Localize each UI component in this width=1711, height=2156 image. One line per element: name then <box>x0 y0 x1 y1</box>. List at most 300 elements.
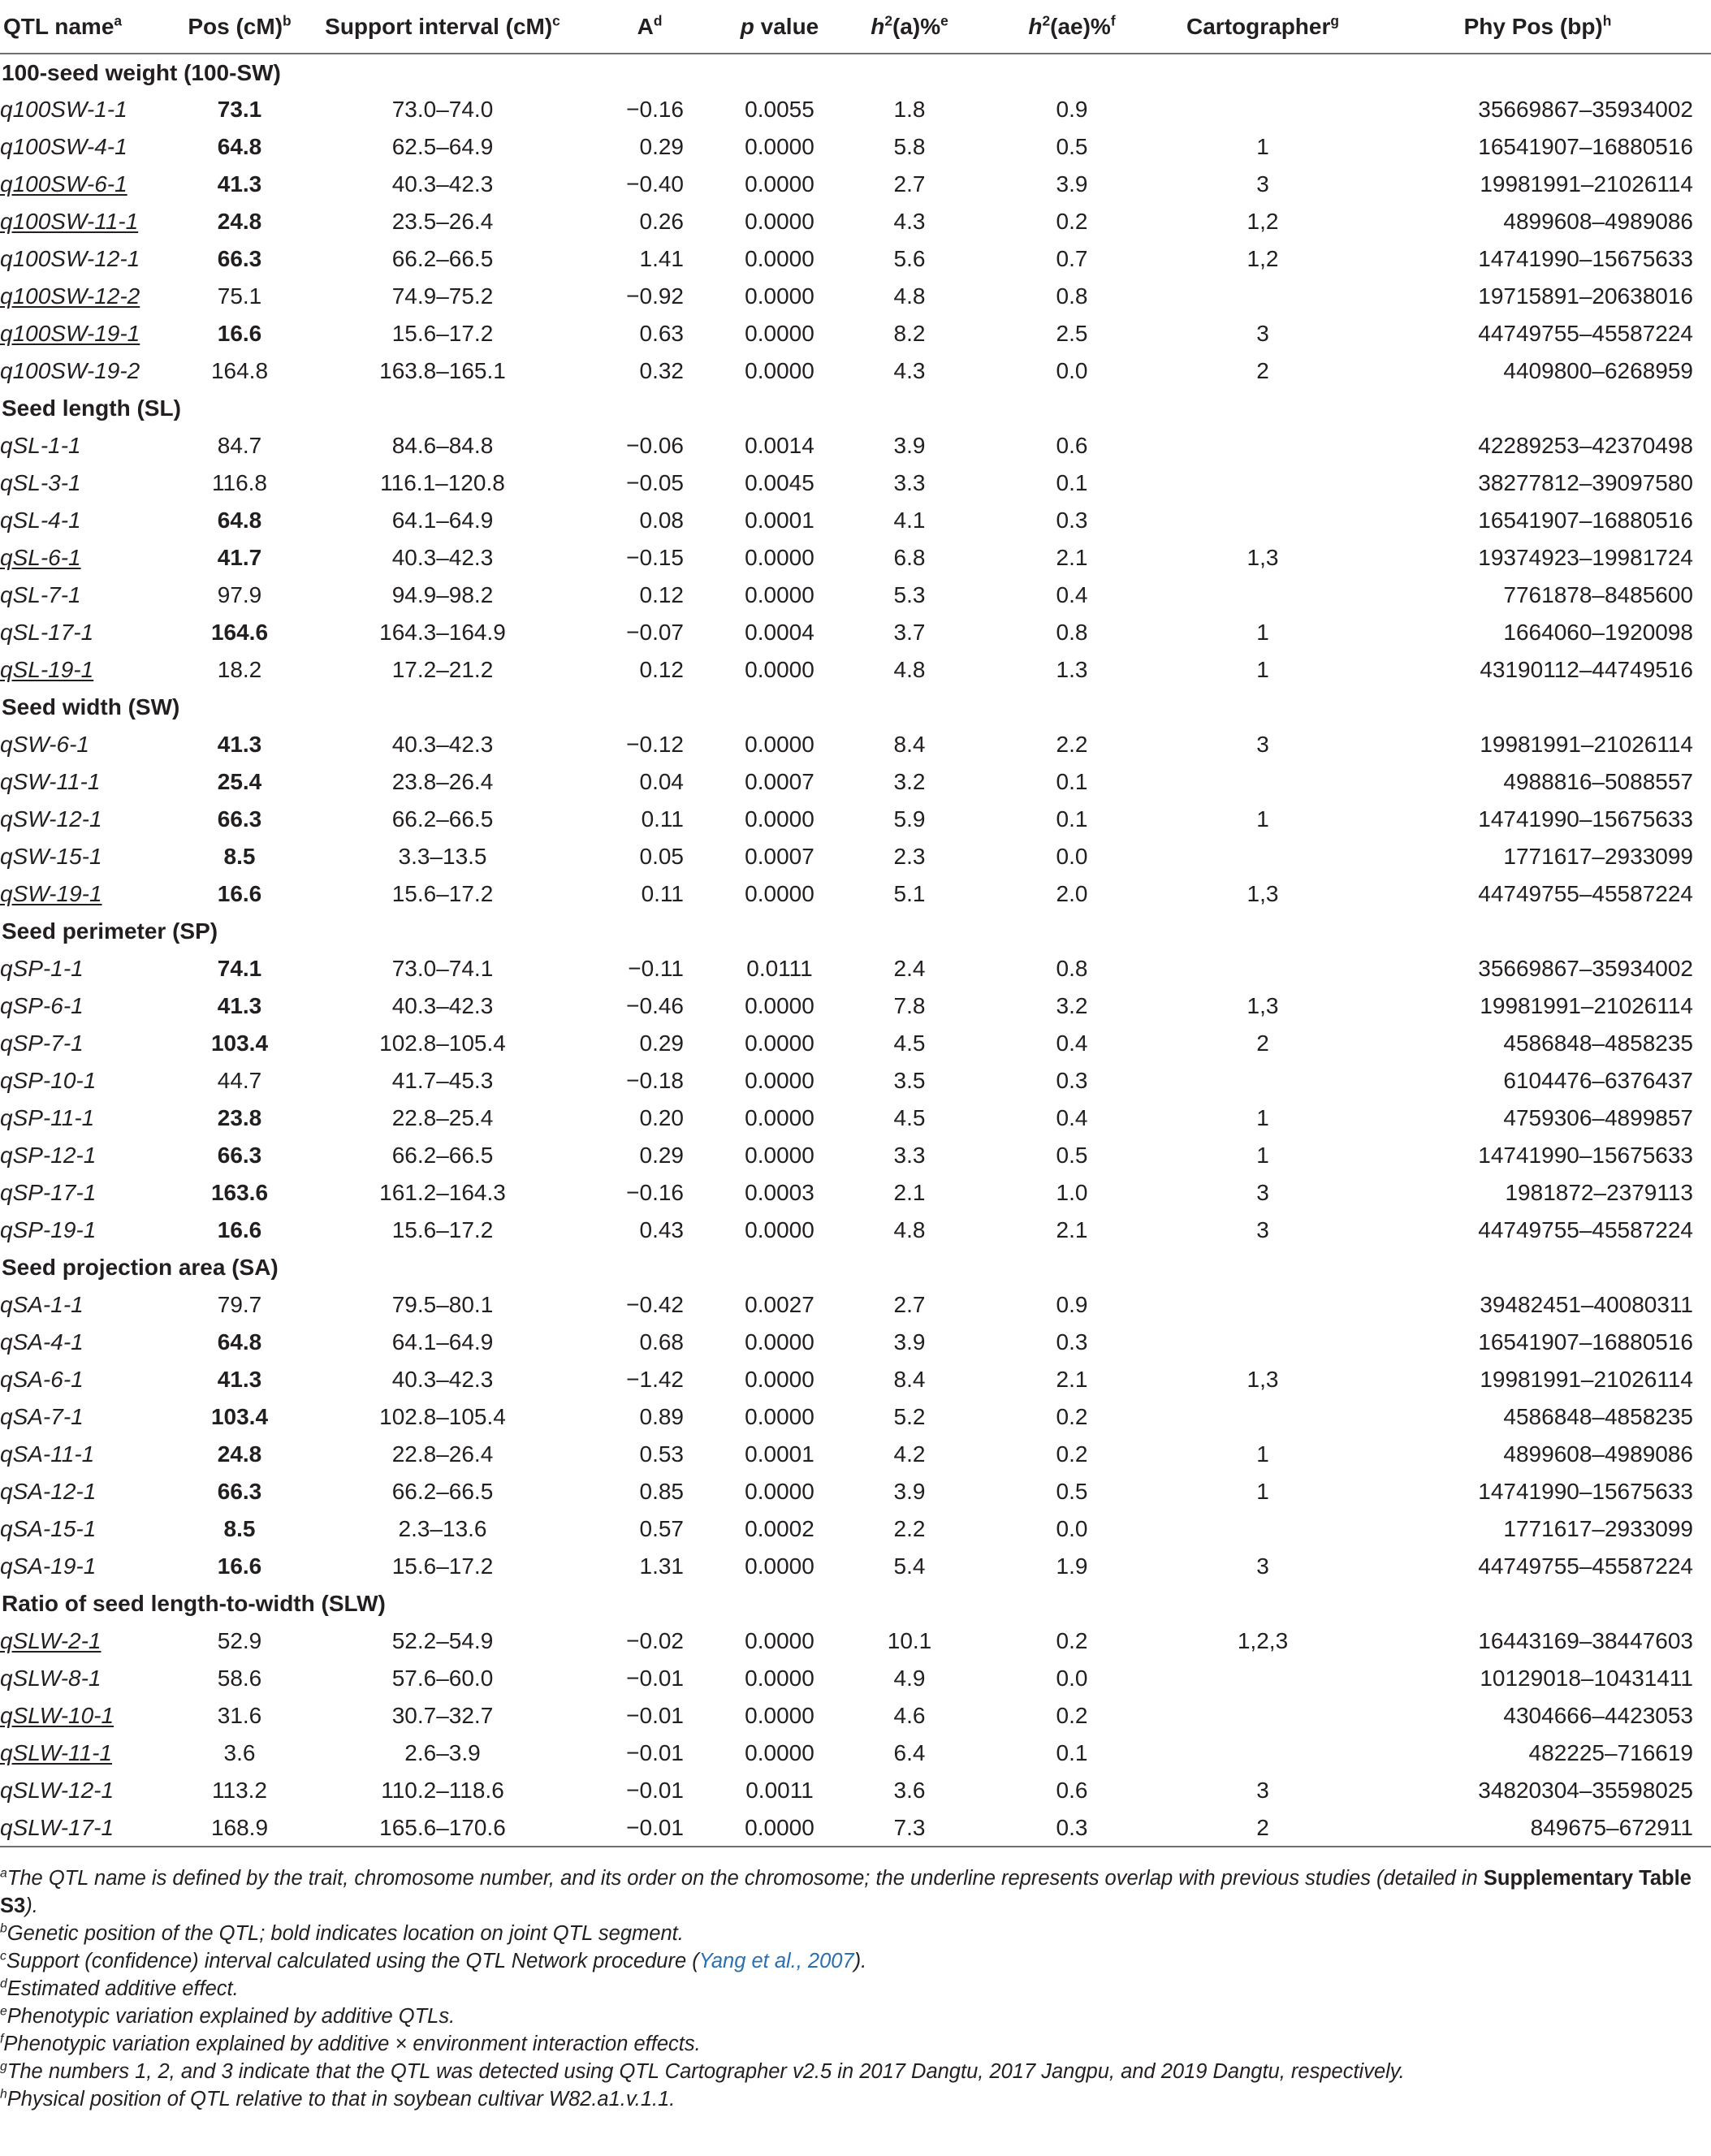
cartographer-cell <box>1161 1735 1364 1772</box>
pos-cell: 41.3 <box>217 732 262 757</box>
p-value-cell: 0.0003 <box>745 1180 814 1205</box>
phy-pos-cell: 39482451–40080311 <box>1480 1292 1693 1317</box>
h2a-cell: 5.1 <box>893 881 926 906</box>
additive-effect-cell: −0.01 <box>577 1809 723 1847</box>
h2ae-cell: 0.2 <box>1056 1441 1088 1467</box>
h2a-cell: 3.9 <box>893 433 926 458</box>
cartographer-cell: 1,3 <box>1247 993 1279 1018</box>
table-row <box>0 1622 1711 1660</box>
additive-effect-cell: −0.06 <box>626 433 684 458</box>
cartographer-cell <box>1161 577 1364 614</box>
h2ae-cell: 2.0 <box>1056 881 1088 906</box>
cartographer-cell: 3 <box>1256 1553 1269 1579</box>
p-value-cell: 0.0000 <box>745 1666 814 1691</box>
h2ae-cell: 2.2 <box>1056 732 1088 757</box>
support-interval-cell: 57.6–60.0 <box>391 1666 494 1691</box>
pos-cell: 75.1 <box>217 283 262 309</box>
qtl-name-cell <box>0 1212 171 1249</box>
phy-pos-cell: 19981991–21026114 <box>1480 993 1693 1018</box>
h2a-cell: 3.3 <box>893 470 926 495</box>
qtl-name-text: qSLW-10-1 <box>0 1703 114 1728</box>
h2ae-cell: 0.1 <box>1056 1740 1088 1765</box>
additive-effect-cell: −0.11 <box>628 956 684 981</box>
h2a-cell: 8.4 <box>893 1367 926 1392</box>
phy-pos-cell: 1771617–2933099 <box>1503 1516 1693 1541</box>
support-interval-cell: 3.3–13.5 <box>398 844 487 869</box>
phy-pos-cell: 4409800–6268959 <box>1503 358 1693 383</box>
table-row <box>0 838 1711 875</box>
support-interval-cell: 64.1–64.9 <box>391 1329 494 1355</box>
section-title: Seed width (SW) <box>2 694 180 719</box>
h2ae-cell: 1.0 <box>1056 1180 1088 1205</box>
additive-effect-cell: −0.46 <box>626 993 684 1018</box>
additive-effect-cell: 0.85 <box>639 1479 684 1504</box>
h2a-cell: 3.9 <box>893 1329 926 1355</box>
pos-cell: 23.8 <box>217 1105 262 1130</box>
h2a-cell: 2.1 <box>893 1180 926 1205</box>
section-header-row <box>0 390 1711 427</box>
pos-cell: 74.1 <box>217 956 262 981</box>
support-interval-cell: 84.6–84.8 <box>391 433 494 458</box>
qtl-name-text: qSW-12-1 <box>0 806 102 832</box>
support-interval-cell: 66.2–66.5 <box>391 246 494 271</box>
table-row <box>0 352 1711 390</box>
pos-cell: 16.6 <box>217 881 262 906</box>
pos-cell: 73.1 <box>217 97 262 122</box>
cartographer-cell <box>1161 1286 1364 1324</box>
support-interval-cell: 102.8–105.4 <box>379 1404 506 1429</box>
h2ae-cell: 3.9 <box>1056 171 1088 197</box>
h2a-cell: 4.1 <box>893 508 926 533</box>
h2ae-cell: 0.8 <box>1056 620 1088 645</box>
qtl-name-cell <box>0 1398 171 1436</box>
table-row <box>0 763 1711 801</box>
section-header-row <box>0 913 1711 950</box>
pos-cell: 24.8 <box>217 209 262 234</box>
support-interval-cell: 2.6–3.9 <box>404 1740 481 1765</box>
additive-effect-cell: 0.12 <box>639 657 684 682</box>
support-interval-cell: 40.3–42.3 <box>391 993 494 1018</box>
cartographer-cell: 3 <box>1256 1778 1269 1803</box>
section-title: Seed length (SL) <box>2 395 181 421</box>
h2a-cell: 5.8 <box>893 134 926 159</box>
h2ae-cell: 0.8 <box>1056 283 1088 309</box>
p-value-cell: 0.0000 <box>745 1217 814 1242</box>
cartographer-cell: 1,2,3 <box>1237 1628 1289 1653</box>
phy-pos-cell: 42289253–42370498 <box>1478 433 1693 458</box>
table-row <box>0 464 1711 502</box>
pos-cell: 79.7 <box>217 1292 262 1317</box>
pos-cell: 41.3 <box>217 1367 262 1392</box>
footnote-h: $^h$Physical position of QTL relative to that in soybean cultivar W82.a1.v.1.1. <box>0 2087 676 2111</box>
header-pos: Pos (cM)$^b$ <box>171 0 309 54</box>
qtl-name-cell <box>0 166 171 203</box>
table-body <box>0 54 1711 1847</box>
h2a-cell: 3.6 <box>893 1778 926 1803</box>
header-p-value: p value <box>723 0 836 54</box>
cartographer-cell: 2 <box>1256 358 1269 383</box>
additive-effect-cell: −0.01 <box>626 1703 684 1728</box>
additive-effect-cell: 0.29 <box>639 1143 684 1168</box>
qtl-name-text: qSP-19-1 <box>0 1217 97 1242</box>
support-interval-cell: 15.6–17.2 <box>391 1553 494 1579</box>
p-value-cell: 0.0000 <box>745 1404 814 1429</box>
qtl-name-cell <box>0 91 171 128</box>
pos-cell: 16.6 <box>217 1217 262 1242</box>
qtl-name-cell <box>0 427 171 464</box>
qtl-name-text: qSA-1-1 <box>0 1292 84 1317</box>
h2a-cell: 3.3 <box>893 1143 926 1168</box>
table-row <box>0 1735 1711 1772</box>
qtl-name-text: q100SW-12-2 <box>0 283 140 309</box>
h2a-cell: 6.8 <box>893 545 926 570</box>
pos-cell: 97.9 <box>217 582 262 607</box>
h2ae-cell: 1.3 <box>1056 657 1088 682</box>
qtl-name-cell <box>0 1772 171 1809</box>
qtl-name-cell <box>0 1062 171 1100</box>
h2ae-cell: 0.3 <box>1056 1329 1088 1355</box>
h2a-cell: 4.5 <box>893 1030 926 1056</box>
h2ae-cell: 0.7 <box>1056 246 1088 271</box>
phy-pos-cell: 44749755–45587224 <box>1478 1217 1693 1242</box>
h2ae-cell: 0.1 <box>1056 806 1088 832</box>
h2ae-cell: 0.6 <box>1056 433 1088 458</box>
additive-effect-cell: 0.12 <box>639 582 684 607</box>
h2a-cell: 8.4 <box>893 732 926 757</box>
table-row <box>0 651 1711 689</box>
phy-pos-cell: 35669867–35934002 <box>1478 97 1693 122</box>
table-row <box>0 1697 1711 1735</box>
qtl-name-text: q100SW-19-2 <box>0 358 140 383</box>
h2a-cell: 5.4 <box>893 1553 926 1579</box>
table-header <box>0 0 1711 54</box>
pos-cell: 41.7 <box>217 545 262 570</box>
p-value-cell: 0.0000 <box>745 209 814 234</box>
additive-effect-cell: 0.08 <box>639 508 684 533</box>
table-row <box>0 1548 1711 1585</box>
qtl-name-cell <box>0 1697 171 1735</box>
additive-effect-cell: −0.15 <box>626 545 684 570</box>
qtl-name-cell <box>0 502 171 539</box>
phy-pos-cell: 849675–672911 <box>1364 1809 1711 1847</box>
section-header-row <box>0 54 1711 91</box>
cartographer-cell: 1,3 <box>1247 1367 1279 1392</box>
p-value-cell: 0.0014 <box>745 433 814 458</box>
p-value-cell: 0.0002 <box>745 1516 814 1541</box>
pos-cell: 16.6 <box>217 321 262 346</box>
table-row <box>0 427 1711 464</box>
support-interval-cell: 164.3–164.9 <box>379 620 506 645</box>
p-value-cell: 0.0000 <box>745 1143 814 1168</box>
qtl-name-cell <box>0 651 171 689</box>
h2ae-cell: 0.6 <box>1056 1778 1088 1803</box>
qtl-name-cell <box>0 1473 171 1510</box>
footnotes <box>0 1864 1705 2113</box>
qtl-name-cell <box>0 539 171 577</box>
p-value-cell: 0.0000 <box>745 545 814 570</box>
h2a-cell: 5.3 <box>893 582 926 607</box>
table-row <box>0 166 1711 203</box>
p-value-cell: 0.0000 <box>745 1068 814 1093</box>
table-row <box>0 1062 1711 1100</box>
phy-pos-cell: 19715891–20638016 <box>1478 283 1693 309</box>
support-interval-cell: 163.8–165.1 <box>379 358 506 383</box>
h2ae-cell: 1.9 <box>1056 1553 1088 1579</box>
table-row <box>0 240 1711 278</box>
table-row <box>0 315 1711 352</box>
cartographer-cell: 3 <box>1256 732 1269 757</box>
h2ae-cell: 0.3 <box>1056 1068 1088 1093</box>
h2a-cell: 4.8 <box>893 283 926 309</box>
cartographer-cell <box>1161 1660 1364 1697</box>
table-row <box>0 1510 1711 1548</box>
cartographer-cell: 2 <box>1161 1809 1364 1847</box>
additive-effect-cell: −0.01 <box>626 1778 684 1803</box>
qtl-name-text: qSW-6-1 <box>0 732 89 757</box>
phy-pos-cell: 4586848–4858235 <box>1503 1404 1693 1429</box>
pos-cell: 16.6 <box>217 1553 262 1579</box>
pos-cell: 66.3 <box>217 1143 262 1168</box>
qtl-name-text: q100SW-4-1 <box>0 134 127 159</box>
cartographer-cell: 1 <box>1256 657 1269 682</box>
additive-effect-cell: 0.57 <box>639 1516 684 1541</box>
h2ae-cell: 0.2 <box>1056 209 1088 234</box>
additive-effect-cell: 0.11 <box>641 806 684 832</box>
pos-cell: 3.6 <box>223 1740 256 1765</box>
header-additive-effect: $A^d$ <box>577 0 723 54</box>
cartographer-cell <box>1161 1324 1364 1361</box>
h2ae-cell: 2.1 <box>1056 1367 1088 1392</box>
qtl-name-text: qSP-10-1 <box>0 1068 97 1093</box>
cartographer-cell <box>1161 278 1364 315</box>
cartographer-cell: 1 <box>1256 134 1269 159</box>
pos-cell: 52.9 <box>217 1628 262 1653</box>
h2a-cell: 3.5 <box>893 1068 926 1093</box>
p-value-cell: 0.0007 <box>745 844 814 869</box>
qtl-name-cell <box>0 1025 171 1062</box>
table-row <box>0 1212 1711 1249</box>
cartographer-cell <box>1161 1398 1364 1436</box>
support-interval-cell: 94.9–98.2 <box>391 582 494 607</box>
h2a-cell: 4.8 <box>893 657 926 682</box>
table-row <box>0 1286 1711 1324</box>
header-h2ae: $h^2(ae)\%^f$ <box>983 0 1161 54</box>
pos-cell: 66.3 <box>217 246 262 271</box>
phy-pos-cell: 1981872–2379113 <box>1505 1180 1693 1205</box>
qtl-name-text: qSP-7-1 <box>0 1030 84 1056</box>
qtl-name-cell <box>0 315 171 352</box>
support-interval-cell: 79.5–80.1 <box>391 1292 494 1317</box>
additive-effect-cell: 0.32 <box>639 358 684 383</box>
table-row <box>0 1100 1711 1137</box>
qtl-name-cell <box>0 1324 171 1361</box>
phy-pos-cell: 16443169–38447603 <box>1478 1628 1693 1653</box>
support-interval-cell: 66.2–66.5 <box>391 1143 494 1168</box>
qtl-name-text: qSL-6-1 <box>0 545 81 570</box>
p-value-cell: 0.0055 <box>745 97 814 122</box>
qtl-name-cell <box>0 614 171 651</box>
cartographer-cell <box>1161 502 1364 539</box>
qtl-name-text: qSW-15-1 <box>0 844 102 869</box>
support-interval-cell: 40.3–42.3 <box>391 1367 494 1392</box>
additive-effect-cell: −0.01 <box>626 1740 684 1765</box>
h2a-cell: 6.4 <box>893 1740 926 1765</box>
citation-link[interactable]: Yang et al., 2007 <box>698 1950 854 1972</box>
p-value-cell: 0.0000 <box>745 1329 814 1355</box>
support-interval-cell: 165.6–170.6 <box>309 1809 577 1847</box>
phy-pos-cell: 14741990–15675633 <box>1478 1143 1693 1168</box>
phy-pos-cell: 14741990–15675633 <box>1478 806 1693 832</box>
additive-effect-cell: 0.89 <box>639 1404 684 1429</box>
phy-pos-cell: 19981991–21026114 <box>1480 1367 1693 1392</box>
h2ae-cell: 0.1 <box>1056 769 1088 794</box>
support-interval-cell: 15.6–17.2 <box>391 1217 494 1242</box>
pos-cell: 103.4 <box>210 1030 269 1056</box>
pos-cell: 8.5 <box>223 1516 256 1541</box>
phy-pos-cell: 4586848–4858235 <box>1503 1030 1693 1056</box>
table-row <box>0 278 1711 315</box>
qtl-name-cell <box>0 1174 171 1212</box>
support-interval-cell: 73.0–74.0 <box>391 97 494 122</box>
qtl-name-text: qSA-15-1 <box>0 1516 97 1541</box>
phy-pos-cell: 16541907–16880516 <box>1478 1329 1693 1355</box>
qtl-name-cell <box>0 1660 171 1697</box>
table-row <box>0 1361 1711 1398</box>
phy-pos-cell: 38277812–39097580 <box>1478 470 1693 495</box>
qtl-name-text: qSL-17-1 <box>0 620 94 645</box>
p-value-cell: 0.0000 <box>723 1809 836 1847</box>
phy-pos-cell: 482225–716619 <box>1528 1740 1693 1765</box>
additive-effect-cell: 0.26 <box>639 209 684 234</box>
qtl-name-cell <box>0 875 171 913</box>
p-value-cell: 0.0000 <box>745 993 814 1018</box>
pos-cell: 41.3 <box>217 993 262 1018</box>
additive-effect-cell: −0.16 <box>626 97 684 122</box>
phy-pos-cell: 44749755–45587224 <box>1478 881 1693 906</box>
h2a-cell: 10.1 <box>887 1628 932 1653</box>
p-value-cell: 0.0000 <box>745 806 814 832</box>
phy-pos-cell: 35669867–35934002 <box>1478 956 1693 981</box>
h2ae-cell: 0.3 <box>983 1809 1161 1847</box>
qtl-name-text: qSA-7-1 <box>0 1404 84 1429</box>
p-value-cell: 0.0000 <box>745 1553 814 1579</box>
table-row <box>0 577 1711 614</box>
h2ae-cell: 0.5 <box>1056 134 1088 159</box>
cartographer-cell <box>1161 950 1364 987</box>
pos-cell: 164.8 <box>210 358 269 383</box>
cartographer-cell: 1 <box>1256 806 1269 832</box>
h2a-cell: 5.6 <box>893 246 926 271</box>
p-value-cell: 0.0001 <box>745 508 814 533</box>
header-h2a: $h^2(a)\%^e$ <box>836 0 983 54</box>
phy-pos-cell: 16541907–16880516 <box>1478 134 1693 159</box>
qtl-name-text: qSA-11-1 <box>0 1441 95 1467</box>
phy-pos-cell: 14741990–15675633 <box>1478 1479 1693 1504</box>
header-phy-pos: Phy Pos (bp)$^h$ <box>1364 0 1711 54</box>
h2ae-cell: 0.9 <box>1056 97 1088 122</box>
phy-pos-cell: 14741990–15675633 <box>1478 246 1693 271</box>
qtl-name-text: qSLW-2-1 <box>0 1628 102 1653</box>
support-interval-cell: 15.6–17.2 <box>391 881 494 906</box>
cartographer-cell: 3 <box>1256 321 1269 346</box>
p-value-cell: 0.0045 <box>745 470 814 495</box>
qtl-name-text: qSA-12-1 <box>0 1479 97 1504</box>
h2ae-cell: 2.1 <box>1056 1217 1088 1242</box>
h2ae-cell: 0.0 <box>1056 1516 1088 1541</box>
additive-effect-cell: −0.16 <box>626 1180 684 1205</box>
qtl-name-cell <box>0 1809 171 1847</box>
qtl-name-cell <box>0 240 171 278</box>
p-value-cell: 0.0007 <box>745 769 814 794</box>
cartographer-cell <box>1161 1510 1364 1548</box>
footnote-g: $^g$The numbers 1, 2, and 3 indicate that the QTL was detected using QTL Cartographer v2.5 in 2017 Dangtu, 2017 Jangpu, and 2019 Dangtu, respectively. <box>0 2059 1405 2083</box>
h2a-cell: 4.3 <box>893 358 926 383</box>
h2ae-cell: 0.5 <box>1056 1479 1088 1504</box>
qtl-name-text: qSLW-12-1 <box>0 1778 114 1803</box>
h2ae-cell: 0.9 <box>1056 1292 1088 1317</box>
qtl-name-cell <box>0 950 171 987</box>
additive-effect-cell: 0.11 <box>641 881 684 906</box>
support-interval-cell: 74.9–75.2 <box>391 283 494 309</box>
p-value-cell: 0.0000 <box>745 732 814 757</box>
table-row <box>0 1772 1711 1809</box>
cartographer-cell: 1,2 <box>1247 209 1279 234</box>
support-interval-cell: 2.3–13.6 <box>398 1516 487 1541</box>
section-title: Seed perimeter (SP) <box>2 918 218 944</box>
h2a-cell: 2.2 <box>893 1516 926 1541</box>
table-row <box>0 1174 1711 1212</box>
p-value-cell: 0.0000 <box>745 582 814 607</box>
pos-cell: 44.7 <box>217 1068 262 1093</box>
cartographer-cell: 3 <box>1256 171 1269 197</box>
qtl-name-cell <box>0 726 171 763</box>
additive-effect-cell: −0.42 <box>626 1292 684 1317</box>
pos-cell: 66.3 <box>217 806 262 832</box>
table-row <box>0 614 1711 651</box>
h2ae-cell: 0.1 <box>1056 470 1088 495</box>
p-value-cell: 0.0000 <box>745 283 814 309</box>
h2a-cell: 3.2 <box>893 769 926 794</box>
section-title: Ratio of seed length-to-width (SLW) <box>2 1591 386 1616</box>
footnote-e: $^e$Phenotypic variation explained by additive QTLs. <box>0 2004 456 2028</box>
section-header-row <box>0 689 1711 726</box>
h2a-cell: 4.5 <box>893 1105 926 1130</box>
additive-effect-cell: 0.63 <box>639 321 684 346</box>
qtl-name-cell <box>0 763 171 801</box>
phy-pos-cell: 7761878–8485600 <box>1503 582 1693 607</box>
cartographer-cell <box>1161 91 1364 128</box>
h2a-cell: 3.9 <box>893 1479 926 1504</box>
h2ae-cell: 3.2 <box>1056 993 1088 1018</box>
phy-pos-cell: 10129018–10431411 <box>1480 1666 1693 1691</box>
additive-effect-cell: 0.29 <box>639 134 684 159</box>
header-support-interval: Support interval (cM)$^c$ <box>309 0 577 54</box>
h2a-cell: 3.7 <box>893 620 926 645</box>
additive-effect-cell: −0.01 <box>626 1666 684 1691</box>
table-row <box>0 1025 1711 1062</box>
qtl-name-cell <box>0 1548 171 1585</box>
qtl-name-cell <box>0 987 171 1025</box>
section-title: 100-seed weight (100-SW) <box>2 59 281 85</box>
phy-pos-cell: 44749755–45587224 <box>1478 321 1693 346</box>
pos-cell: 116.8 <box>212 470 267 495</box>
additive-effect-cell: −0.40 <box>626 171 684 197</box>
additive-effect-cell: 0.68 <box>639 1329 684 1355</box>
phy-pos-cell: 19981991–21026114 <box>1480 171 1693 197</box>
qtl-name-text: qSL-1-1 <box>0 433 81 458</box>
qtl-name-cell <box>0 1100 171 1137</box>
section-header-row <box>0 1585 1711 1622</box>
